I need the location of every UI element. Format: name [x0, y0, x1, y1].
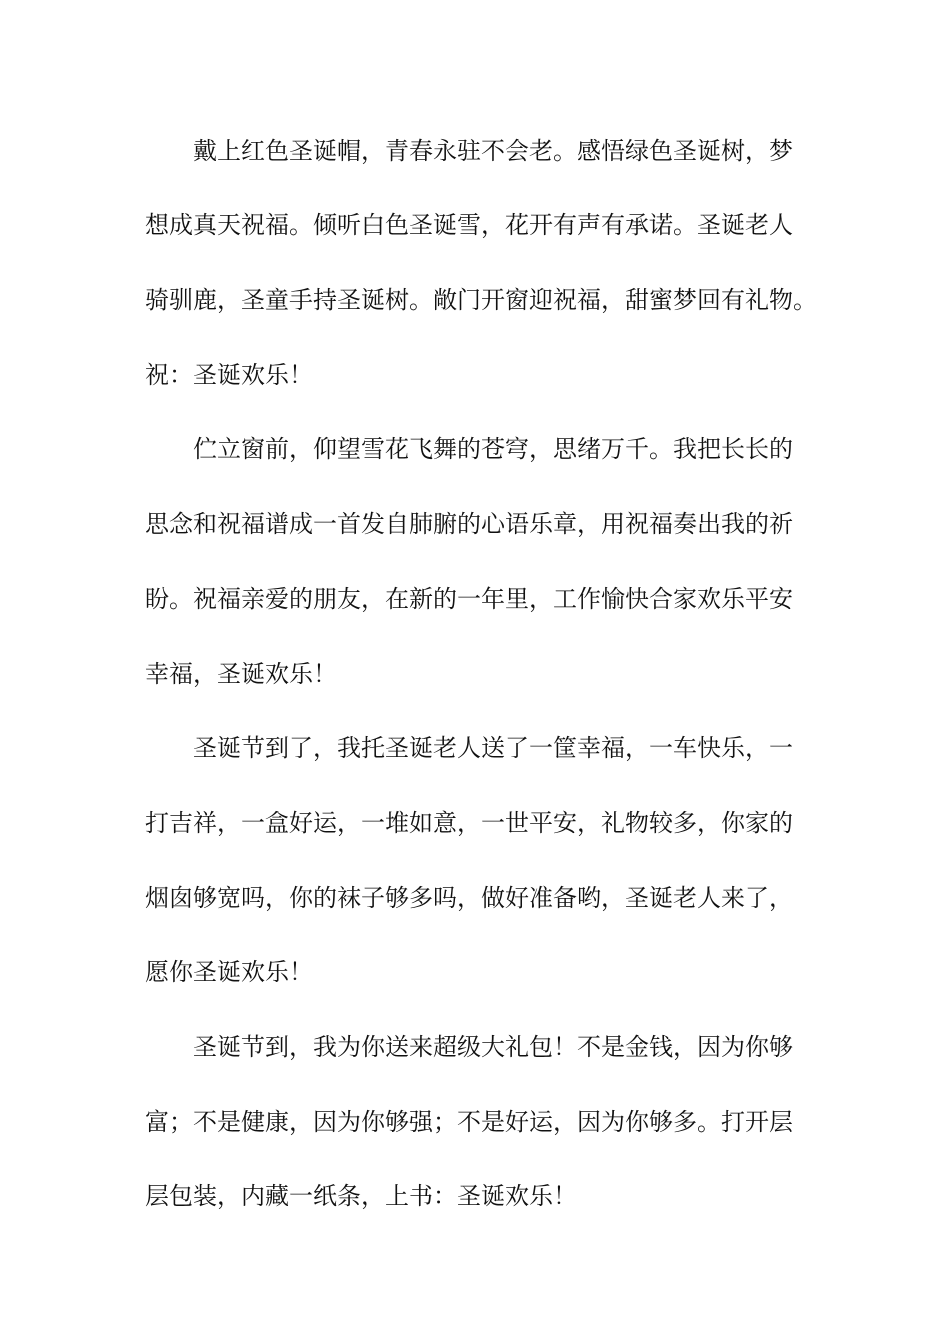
- paragraph-line: 富；不是健康，因为你够强；不是好运，因为你够多。打开层: [145, 1108, 793, 1136]
- paragraph-line: 烟囱够宽吗，你的袜子够多吗，做好准备哟，圣诞老人来了，: [145, 884, 793, 912]
- paragraph-line: 圣诞节到，我为你送来超级大礼包！不是金钱，因为你够: [193, 1033, 793, 1061]
- paragraph-line: 打吉祥，一盒好运，一堆如意，一世平安，礼物较多，你家的: [145, 809, 793, 837]
- paragraph-line: 层包装，内藏一纸条，上书：圣诞欢乐！: [145, 1182, 577, 1210]
- paragraph-line: 盼。祝福亲爱的朋友，在新的一年里，工作愉快合家欢乐平安: [145, 585, 793, 613]
- paragraph-line: 想成真天祝福。倾听白色圣诞雪，花开有声有承诺。圣诞老人: [145, 211, 793, 239]
- paragraph-line: 祝：圣诞欢乐！: [145, 361, 313, 389]
- paragraph-line: 思念和祝福谱成一首发自肺腑的心语乐章，用祝福奏出我的祈: [145, 510, 793, 538]
- paragraph-line: 伫立窗前，仰望雪花飞舞的苍穹，思绪万千。我把长长的: [193, 435, 793, 463]
- paragraph-line: 愿你圣诞欢乐！: [145, 958, 313, 986]
- paragraph-line: 圣诞节到了，我托圣诞老人送了一筐幸福，一车快乐，一: [193, 734, 793, 762]
- paragraph-line: 戴上红色圣诞帽，青春永驻不会老。感悟绿色圣诞树，梦: [193, 137, 793, 165]
- paragraph-line: 幸福，圣诞欢乐！: [145, 660, 337, 688]
- paragraph-line: 骑驯鹿，圣童手持圣诞树。敞门开窗迎祝福，甜蜜梦回有礼物。: [145, 286, 817, 314]
